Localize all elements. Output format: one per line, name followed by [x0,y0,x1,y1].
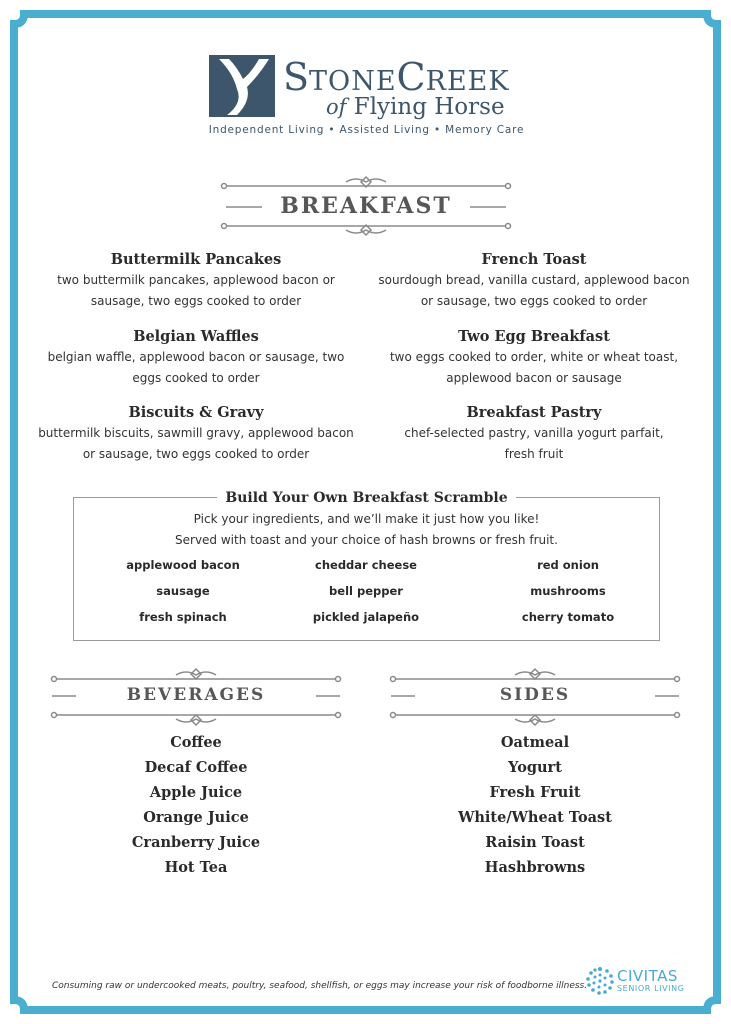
menu-item-desc: or sausage, two eggs cooked to order [420,294,648,308]
ingredient: bell pepper [329,584,403,598]
ingredient: sausage [156,584,210,598]
menu-item-name: Buttermilk Pancakes [110,251,282,268]
brand-subtitle: of Flying Horse [326,94,505,120]
civitas-dots-icon [585,966,615,996]
menu-item-name: Breakfast Pastry [466,404,602,421]
ingredient: pickled jalapeño [312,610,420,624]
ingredient: cheddar cheese [315,558,417,572]
menu-item-name: Belgian Waffles [133,328,259,345]
list-item: Coffee [170,734,222,751]
sides-list [405,730,665,880]
menu-item [374,250,694,312]
civitas-logo [585,966,685,998]
brand-title: STONECREEK [283,55,510,99]
menu-item [36,327,356,389]
menu-item-desc: sourdough bread, vanilla custard, applewood bacon [378,273,690,287]
ingredient: applewood bacon [126,558,240,572]
brand-tagline: Independent Living • Assisted Living • Memory Care [208,124,525,136]
menu-item-desc: applewood bacon or sausage [446,371,622,385]
list-item: Hashbrowns [484,859,586,876]
list-item: Oatmeal [500,734,570,751]
breakfast-heading: BREAKFAST [280,193,452,219]
sides-heading: SIDES [499,685,571,705]
list-item: Raisin Toast [485,834,585,851]
menu-item-desc: chef-selected pastry, vanilla yogurt parfait, [404,426,664,440]
list-item: White/Wheat Toast [458,809,612,826]
list-item: Decaf Coffee [144,759,248,776]
menu-item-desc: belgian waffle, applewood bacon or sausage, two [47,350,345,364]
list-item: Cranberry Juice [131,834,261,851]
ingredient: fresh spinach [139,610,227,624]
list-item: Yogurt [508,759,562,776]
scramble-box [73,490,660,641]
scramble-intro: Pick your ingredients, and we’ll make it just how you like! [193,512,540,526]
menu-item-name: Two Egg Breakfast [458,328,610,345]
stonecreek-logo-icon [207,53,277,119]
menu-item-desc: fresh fruit [504,447,564,461]
beverages-heading: BEVERAGES [126,685,266,705]
scramble-title: Build Your Own Breakfast Scramble [74,487,659,506]
ingredient: cherry tomato [521,610,615,624]
menu-item-name: Biscuits & Gravy [128,404,264,421]
menu-item-desc: two eggs cooked to order, white or wheat toast, [389,350,679,364]
menu-item-desc: sausage, two eggs cooked to order [90,294,302,308]
menu-item [374,403,694,465]
menu-item [36,403,356,465]
list-item: Hot Tea [164,859,228,876]
list-item: Fresh Fruit [489,784,581,801]
beverages-list [66,730,326,880]
scramble-served-with: Served with toast and your choice of hash browns or fresh fruit. [175,533,558,547]
menu-item-desc: two buttermilk pancakes, applewood bacon or [57,273,335,287]
foodborne-illness-disclaimer: Consuming raw or undercooked meats, poultry, seafood, shellfish, or eggs may increase your risk of foodborne illness. [52,981,588,991]
menu-item [36,250,356,312]
ingredient: red onion [537,558,599,572]
menu-item-desc: eggs cooked to order [132,371,260,385]
civitas-subtitle: SENIOR LIVING [617,984,685,993]
menu-item [374,327,694,389]
list-item: Apple Juice [149,784,243,801]
menu-item-desc: buttermilk biscuits, sawmill gravy, applewood bacon [38,426,354,440]
ingredient: mushrooms [530,584,606,598]
menu-item-name: French Toast [481,251,587,268]
menu-item-desc: or sausage, two eggs cooked to order [82,447,310,461]
civitas-wordmark: CIVITAS [617,967,678,985]
list-item: Orange Juice [143,809,249,826]
